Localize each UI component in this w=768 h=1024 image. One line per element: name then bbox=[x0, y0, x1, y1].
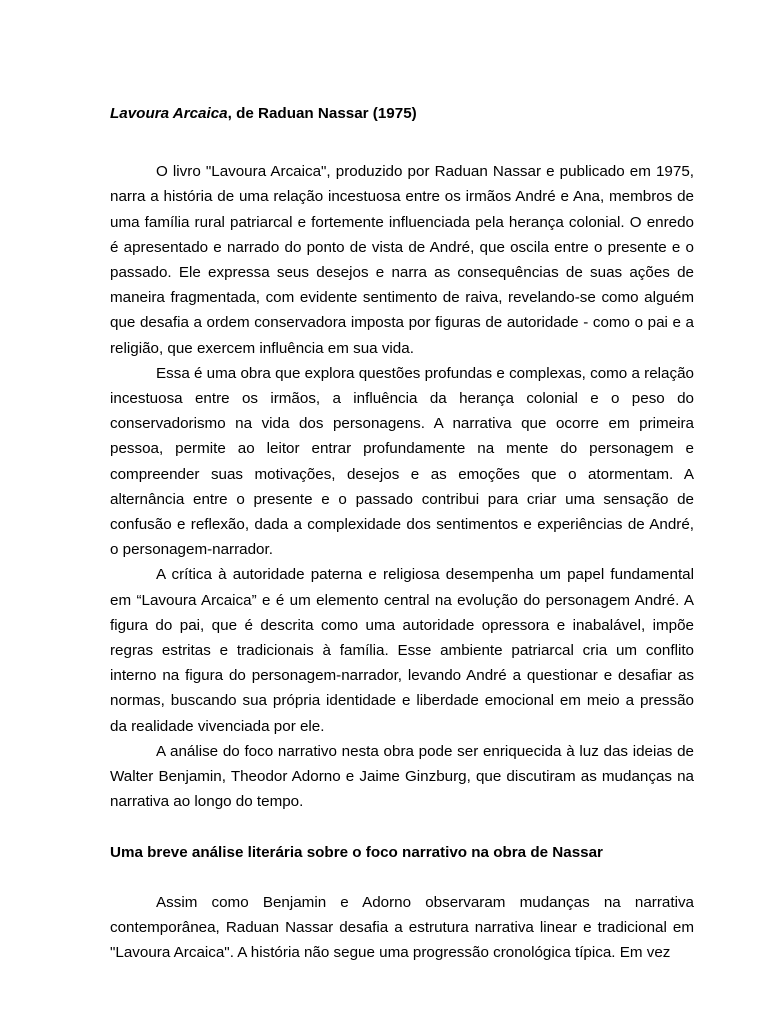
paragraph-3: A crítica à autoridade paterna e religiosa desempenha um papel fundamental em “Lavoura Arcaica” e é um elemento central na evolução do personagem André. A figura do pai, que é descrita como uma autoridade opressora e inabalável, impõe regras estritas e tradicionais à família. Esse ambiente patriarcal cria um conflito interno na figura do personagem-narrador, levando André a questionar e desafiar as normas, buscando sua própria identidade e liberdade emocional em meio a pressão da realidade vivenciada por ele. bbox=[110, 566, 694, 735]
title-author-year: , de Raduan Nassar (1975) bbox=[227, 105, 417, 122]
document-title bbox=[110, 101, 694, 126]
book-title-italic: Lavoura Arcaica bbox=[110, 105, 228, 122]
spacer bbox=[110, 126, 694, 159]
section-paragraph-1: Assim como Benjamin e Adorno observaram mudanças na narrativa contemporânea, Raduan Nassar desafia a estrutura narrativa linear e tradicional em "Lavoura Arcaica". A história não segue uma progressão cronológica típica. Em vez bbox=[110, 894, 694, 962]
section-heading: Uma breve análise literária sobre o foco narrativo na obra de Nassar bbox=[110, 843, 603, 861]
paragraph-4: A análise do foco narrativo nesta obra pode ser enriquecida à luz das ideias de Walter Benjamin, Theodor Adorno e Jaime Ginzburg, que discutiram as mudanças na narrativa ao longo do tempo. bbox=[110, 742, 694, 811]
paragraph-2: Essa é uma obra que explora questões profundas e complexas, como a relação incestuosa entre os irmãos, a influência da herança colonial e o peso do conservadorismo na vida dos personagens. A narrativa que ocorre em primeira pessoa, permite ao leitor entrar profundamente na mente do personagem e compreender suas motivações, desejos e as emoções que o atormentam. A alternância entre o presente e o passado contribui para criar uma sensação de confusão e reflexão, dada a complexidade dos sentimentos e experiências de André, o personagem-narrador. bbox=[110, 364, 694, 559]
document-body bbox=[110, 101, 694, 966]
paragraph-1: O livro "Lavoura Arcaica", produzido por Raduan Nassar e publicado em 1975, narra a história de uma relação incestuosa entre os irmãos André e Ana, membros de uma família rural patriarcal e fortemente influenciada pela herança colonial. O enredo é apresentado e narrado do ponto de vista de André, que oscila entre o presente e o passado. Ele expressa seus desejos e narra as consequências de suas ações de maneira fragmentada, com evidente sentimento de raiva, revelando-se como alguém que desafia a ordem conservadora imposta por figuras de autoridade - como o pai e a religião, que exercem influência em sua vida. bbox=[110, 163, 694, 357]
spacer bbox=[110, 865, 694, 890]
spacer bbox=[110, 814, 694, 839]
